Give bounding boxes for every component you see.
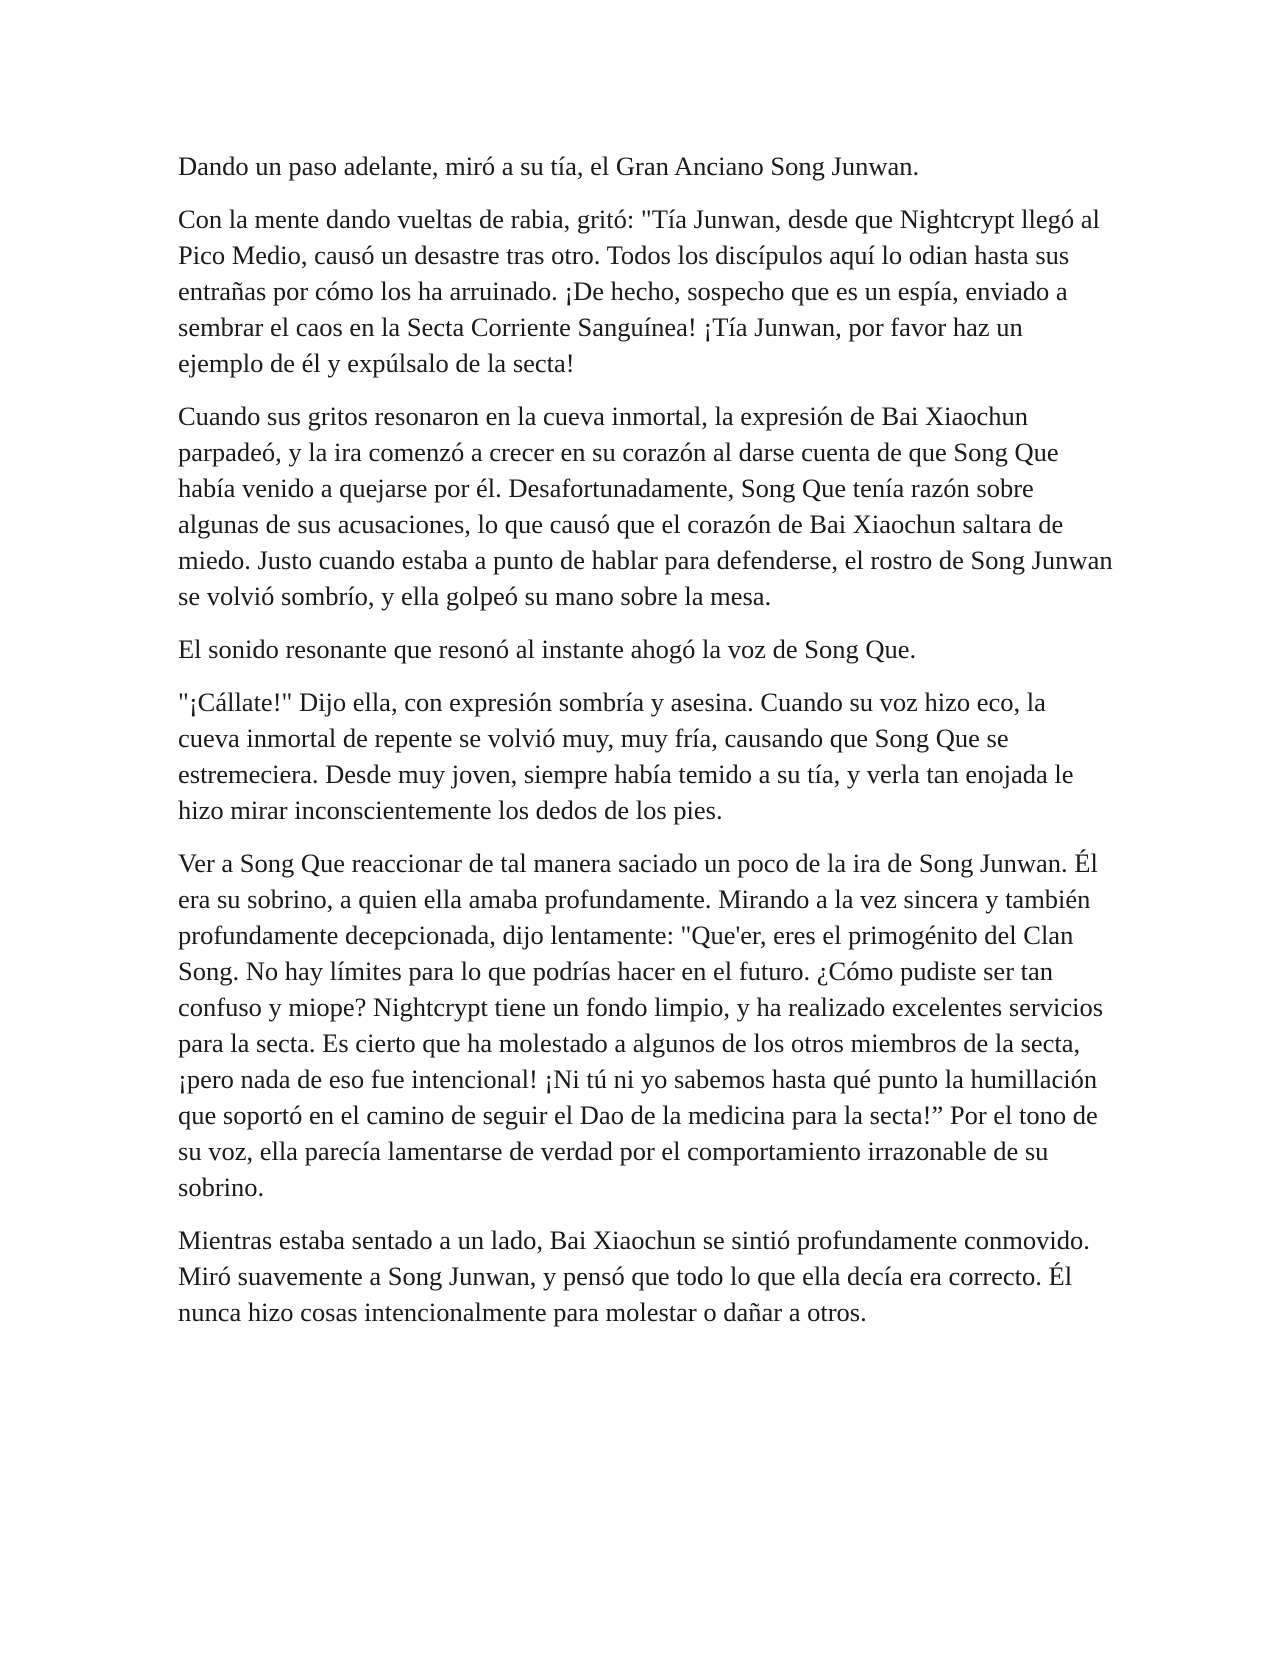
paragraph: Ver a Song Que reaccionar de tal manera saciado un poco de la ira de Song Junwan. Él era su sobrino, a quien ella amaba profundamente. Mirando a la vez sincera y también profundamente decepcionada, dijo lentamente: "Que'er, eres el primogénito del Clan Song. No hay límites para lo que podrías hacer en el futuro. ¿Cómo pudiste ser tan confuso y miope? Nightcrypt tiene un fondo limpio, y ha realizado excelentes servicios para la secta. Es cierto que ha molestado a algunos de los otros miembros de la secta, ¡pero nada de eso fue intencional! ¡Ni tú ni yo sabemos hasta qué punto la humillación que soportó en el camino de seguir el Dao de la medicina para la secta!” Por el tono de su voz, ella parecía lamentarse de verdad por el comportamiento irrazonable de su sobrino. (178, 848, 1104, 1202)
paragraph: Mientras estaba sentado a un lado, Bai Xiaochun se sintió profundamente conmovido. Miró suavemente a Song Junwan, y pensó que todo lo que ella decía era correcto. Él nunca hizo cosas intencionalmente para molestar o dañar a otros. (178, 1225, 1090, 1327)
paragraph: El sonido resonante que resonó al instante ahogó la voz de Song Que. (178, 634, 917, 664)
paragraph: Con la mente dando vueltas de rabia, gritó: "Tía Junwan, desde que Nightcrypt llegó al Pico Medio, causó un desastre tras otro. Todos los discípulos aquí lo odian hasta sus entrañas por cómo los ha arruinado. ¡De hecho, sospecho que es un espía, enviado a sembrar el caos en la Secta Corriente Sanguínea! ¡Tía Junwan, por favor haz un ejemplo de él y expúlsalo de la secta! (178, 204, 1100, 378)
paragraph: Dando un paso adelante, miró a su tía, el Gran Anciano Song Junwan. (178, 151, 920, 181)
paragraph: Cuando sus gritos resonaron en la cueva inmortal, la expresión de Bai Xiaochun parpadeó, y la ira comenzó a crecer en su corazón al darse cuenta de que Song Que había venido a quejarse por él. Desafortunadamente, Song Que tenía razón sobre algunas de sus acusaciones, lo que causó que el corazón de Bai Xiaochun saltara de miedo. Justo cuando estaba a punto de hablar para defenderse, el rostro de Song Junwan se volvió sombrío, y ella golpeó su mano sobre la mesa. (178, 401, 1113, 611)
document-body (178, 148, 1114, 1347)
paragraph: "¡Cállate!" Dijo ella, con expresión sombría y asesina. Cuando su voz hizo eco, la cueva inmortal de repente se volvió muy, muy fría, causando que Song Que se estremeciera. Desde muy joven, siempre había temido a su tía, y verla tan enojada le hizo mirar inconscientemente los dedos de los pies. (178, 687, 1074, 825)
